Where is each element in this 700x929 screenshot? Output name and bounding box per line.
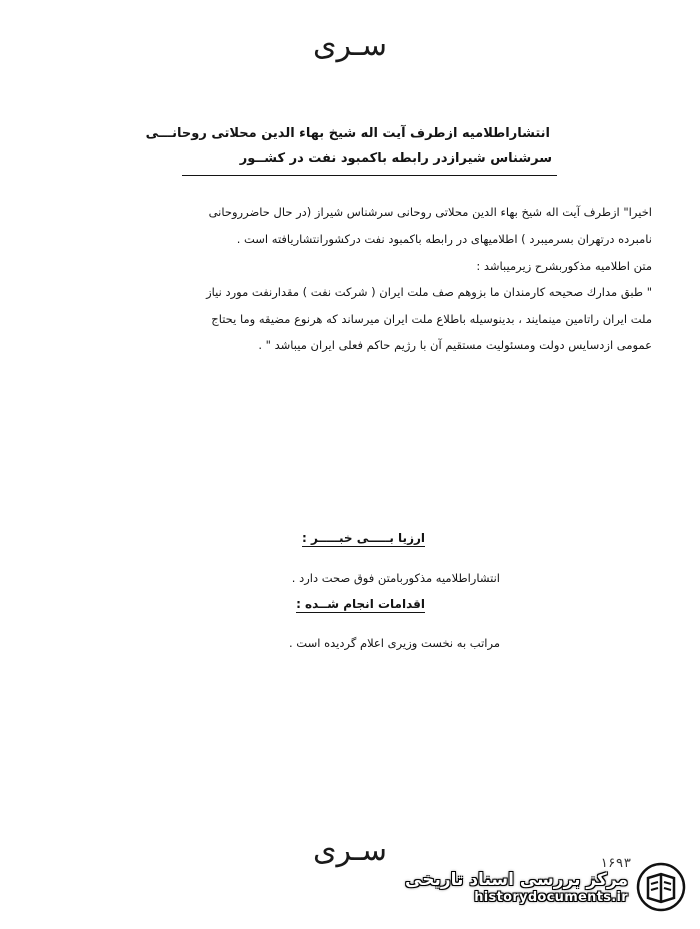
- evaluation-text: انتشاراطلاميه مذكوربامتن فوق صحت دارد .: [291, 571, 500, 585]
- document-title-line1: انتشاراطلاميه ازطرف آيت اله شيخ بهاء الدين محلاتى روحانـــى: [145, 126, 550, 141]
- body-line: " طبق مدارك صحيحه كارمندان ما بزوهم صف ملت ايران ( شركت نفت ) مقدارنفت مورد نياز: [206, 285, 652, 299]
- body-line: متن اطلاميه مذكوربشرح زيرميباشد :: [476, 259, 652, 273]
- page-number: ۱۶۹۳: [600, 856, 632, 871]
- body-line: نامبرده درتهران بسرميبرد ) اطلاميهاى در رابطه باكمبود نفت دركشورانتشاريافته است .: [236, 232, 652, 246]
- body-line: عمومى ازدسايس دولت ومسئوليت مستقيم آن با رژيم حاكم فعلى ايران ميباشد " .: [258, 338, 652, 352]
- classification-top: سـرى: [313, 28, 387, 63]
- evaluation-heading: ارزيا بـــــى خبـــــر :: [302, 531, 425, 545]
- actions-text: مراتب به نخست وزيرى اعلام گرديده است .: [289, 636, 500, 650]
- watermark-name: مرکز بررسی اسناد تاریخی: [405, 869, 628, 890]
- body-line: اخيرا" ازطرف آيت اله شيخ بهاء الدين محلاتى روحانى سرشناس شيراز (در حال حاضرروحانى: [208, 205, 652, 219]
- title-underline: [182, 175, 557, 176]
- classification-bottom: سـرى: [313, 833, 387, 868]
- archive-logo-icon: [636, 862, 686, 912]
- watermark-url: historydocuments.ir: [474, 889, 628, 905]
- document-title-line2: سرشناس شيرازدر رابطه باكمبود نفت در كشــور: [239, 151, 552, 166]
- watermark: [405, 862, 686, 912]
- body-line: ملت ايران راتامين مينمايند ، بدينوسيله باطلاع ملت ايران ميرساند كه هرنوع مضيقه وما يحتاج: [211, 312, 652, 326]
- actions-heading: اقدامات انجام شــده :: [296, 597, 425, 611]
